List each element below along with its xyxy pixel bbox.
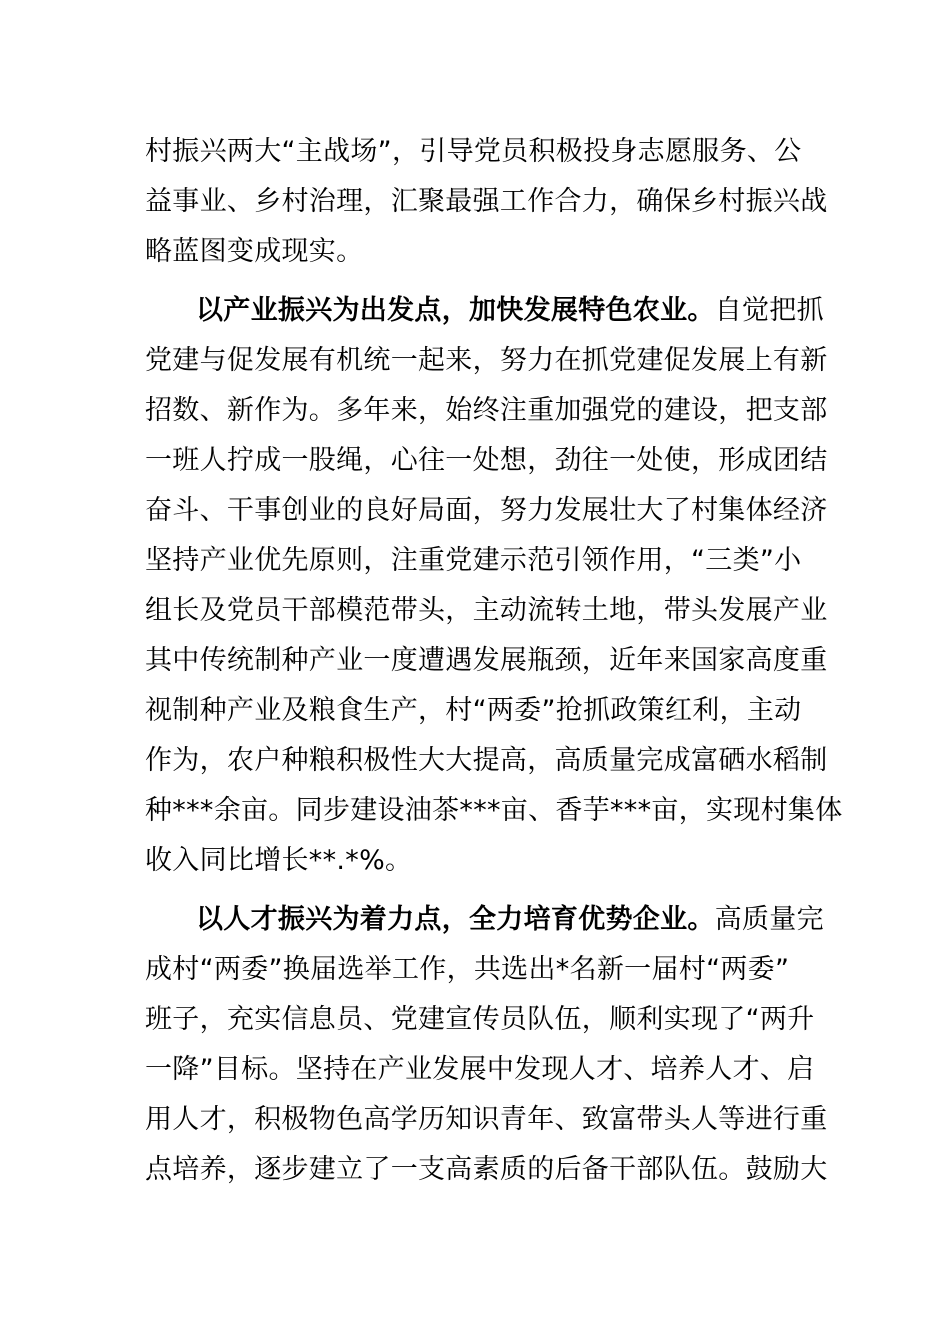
paragraph-1-line-2: 益事业、乡村治理，汇聚最强工作合力，确保乡村振兴战 xyxy=(145,186,828,217)
paragraph-2-line: 招数、新作为。多年来，始终注重加强党的建设，把支部 xyxy=(145,395,828,426)
paragraph-3-line: 用人才，积极物色高学历知识青年、致富带头人等进行重 xyxy=(145,1104,828,1135)
paragraph-2-first-line-rest: 自觉把抓 xyxy=(714,295,824,326)
paragraph-2-line: 组长及党员干部模范带头，主动流转土地，带头发展产业 xyxy=(145,595,828,626)
paragraph-1-line-1: 村振兴两大“主战场”，引导党员积极投身志愿服务、公 xyxy=(145,136,802,167)
paragraph-2-heading: 以产业振兴为出发点，加快发展特色农业。 xyxy=(196,295,715,326)
paragraph-2-line: 其中传统制种产业一度遭遇发展瓶颈，近年来国家高度重 xyxy=(145,645,828,676)
paragraph-2-line: 坚持产业优先原则，注重党建示范引领作用，“三类”小 xyxy=(145,545,802,576)
paragraph-2-line: 种***余亩。同步建设油茶***亩、香芋***亩，实现村集体 xyxy=(145,795,843,826)
paragraph-2-line: 一班人拧成一股绳，心往一处想，劲往一处使，形成团结 xyxy=(145,445,828,476)
paragraph-2-line: 作为，农户种粮积极性大大提高，高质量完成富硒水稻制 xyxy=(145,745,828,776)
paragraph-2-line: 奋斗、干事创业的良好局面，努力发展壮大了村集体经济 xyxy=(145,495,828,526)
paragraph-1-line-3: 略蓝图变成现实。 xyxy=(145,236,364,267)
paragraph-3-line: 班子，充实信息员、党建宣传员队伍，顺利实现了“两升 xyxy=(145,1004,815,1035)
paragraph-3-line: 成村“两委”换届选举工作，共选出*名新一届村“两委” xyxy=(145,954,790,985)
paragraph-2-line: 视制种产业及粮食生产，村“两委”抢抓政策红利，主动 xyxy=(145,695,802,726)
paragraph-3-first-line-rest: 高质量完 xyxy=(714,904,824,935)
paragraph-3-line: 一降”目标。坚持在产业发展中发现人才、培养人才、启 xyxy=(145,1054,815,1085)
paragraph-2-first-line xyxy=(196,291,824,331)
paragraph-3-heading: 以人才振兴为着力点，全力培育优势企业。 xyxy=(196,904,715,935)
paragraph-2-line: 党建与促发展有机统一起来，努力在抓党建促发展上有新 xyxy=(145,345,828,376)
paragraph-3-first-line xyxy=(196,900,824,940)
paragraph-2-line: 收入同比增长**.*%。 xyxy=(145,845,413,876)
paragraph-3-line: 点培养，逐步建立了一支高素质的后备干部队伍。鼓励大 xyxy=(145,1154,828,1185)
